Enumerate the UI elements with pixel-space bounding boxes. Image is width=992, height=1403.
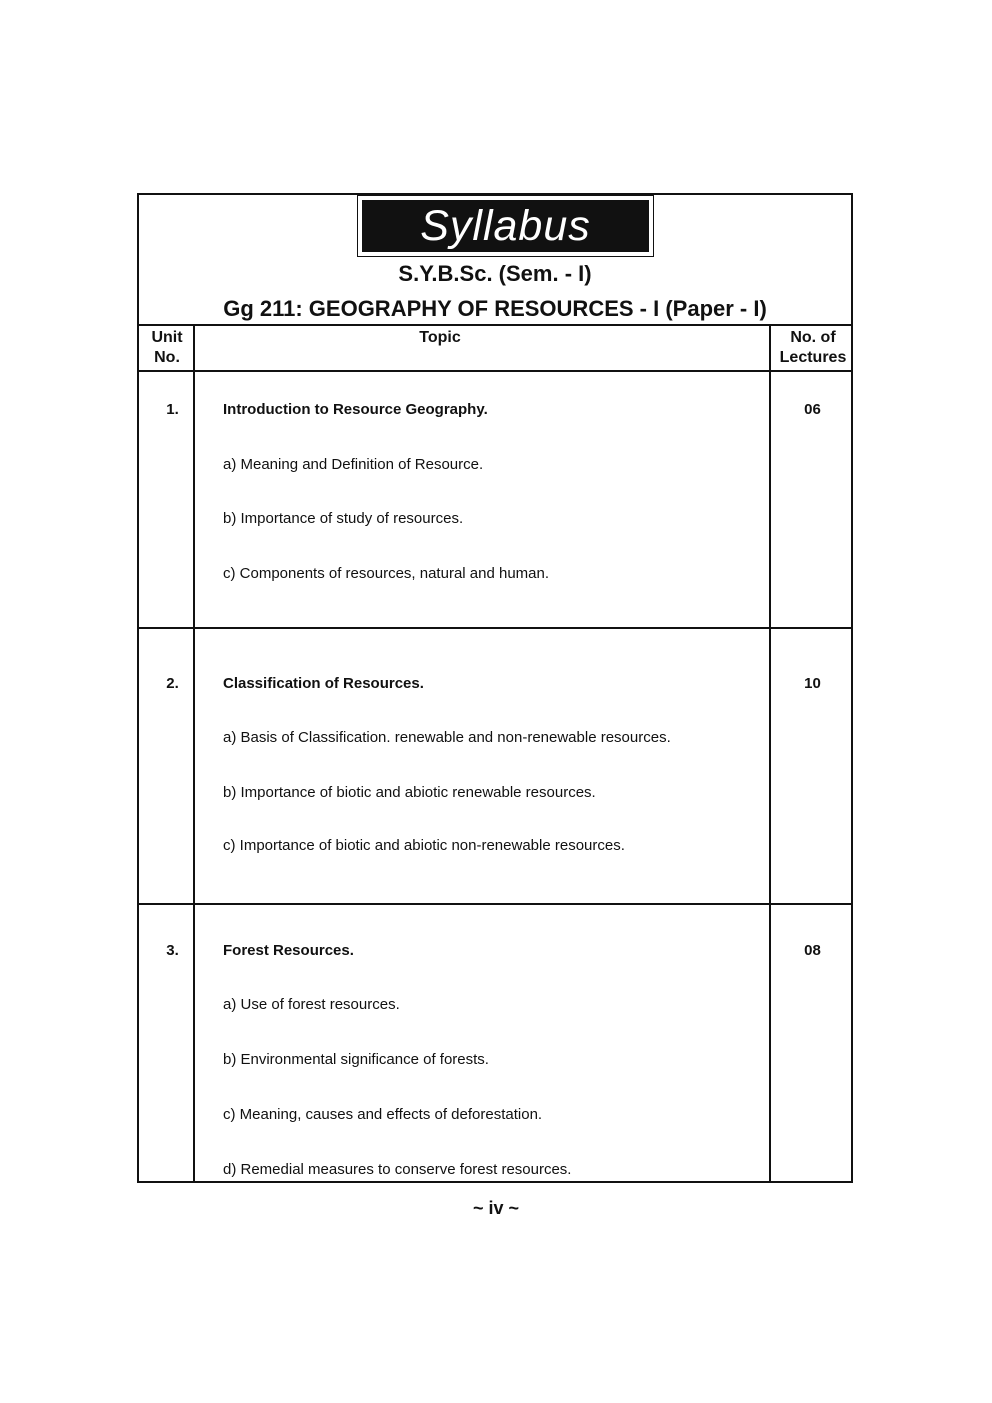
unit-heading: Forest Resources. (223, 942, 354, 959)
subtopic: a) Basis of Classification. renewable and non-renewable resources. (223, 729, 671, 746)
subtopic: a) Use of forest resources. (223, 996, 400, 1013)
unit-lectures: 08 (804, 942, 821, 959)
unit-heading: Classification of Resources. (223, 675, 424, 692)
column-divider-lectures (769, 324, 771, 1181)
unit-number: 3. (166, 942, 179, 959)
page-number: ~ iv ~ (472, 1198, 520, 1218)
header-bottom-divider (139, 370, 851, 372)
header-unit-no: Unit No. (151, 329, 183, 366)
subtopic: b) Importance of biotic and abiotic renewable resources. (223, 784, 596, 801)
unit-heading: Introduction to Resource Geography. (223, 401, 488, 418)
header-lectures: No. of Lectures (779, 329, 847, 366)
unit-number: 2. (166, 675, 179, 692)
subtopic: c) Meaning, causes and effects of deforestation. (223, 1106, 543, 1123)
subtopic: d) Remedial measures to conserve forest resources. (223, 1161, 572, 1178)
unit-lectures: 06 (804, 401, 821, 418)
subtopic: b) Importance of study of resources. (223, 510, 464, 527)
semester-label: S.Y.B.Sc. (Sem. - I) (398, 261, 592, 286)
syllabus-banner (357, 195, 654, 257)
header-topic: Topic (419, 329, 461, 346)
header-top-divider (139, 324, 851, 326)
syllabus-frame (137, 193, 853, 1183)
unit-number: 1. (166, 401, 179, 418)
column-divider-unit (193, 324, 195, 1181)
row-divider-2 (139, 903, 851, 905)
subtopic: a) Meaning and Definition of Resource. (223, 456, 484, 473)
subtopic: c) Importance of biotic and abiotic non-renewable resources. (223, 837, 625, 854)
subtopic: c) Components of resources, natural and human. (223, 565, 550, 582)
unit-lectures: 10 (804, 675, 821, 692)
row-divider-1 (139, 627, 851, 629)
syllabus-banner-title: Syllabus (362, 200, 649, 252)
paper-title: Gg 211: GEOGRAPHY OF RESOURCES - I (Paper - I) (223, 296, 767, 321)
subtopic: b) Environmental significance of forests. (223, 1051, 489, 1068)
